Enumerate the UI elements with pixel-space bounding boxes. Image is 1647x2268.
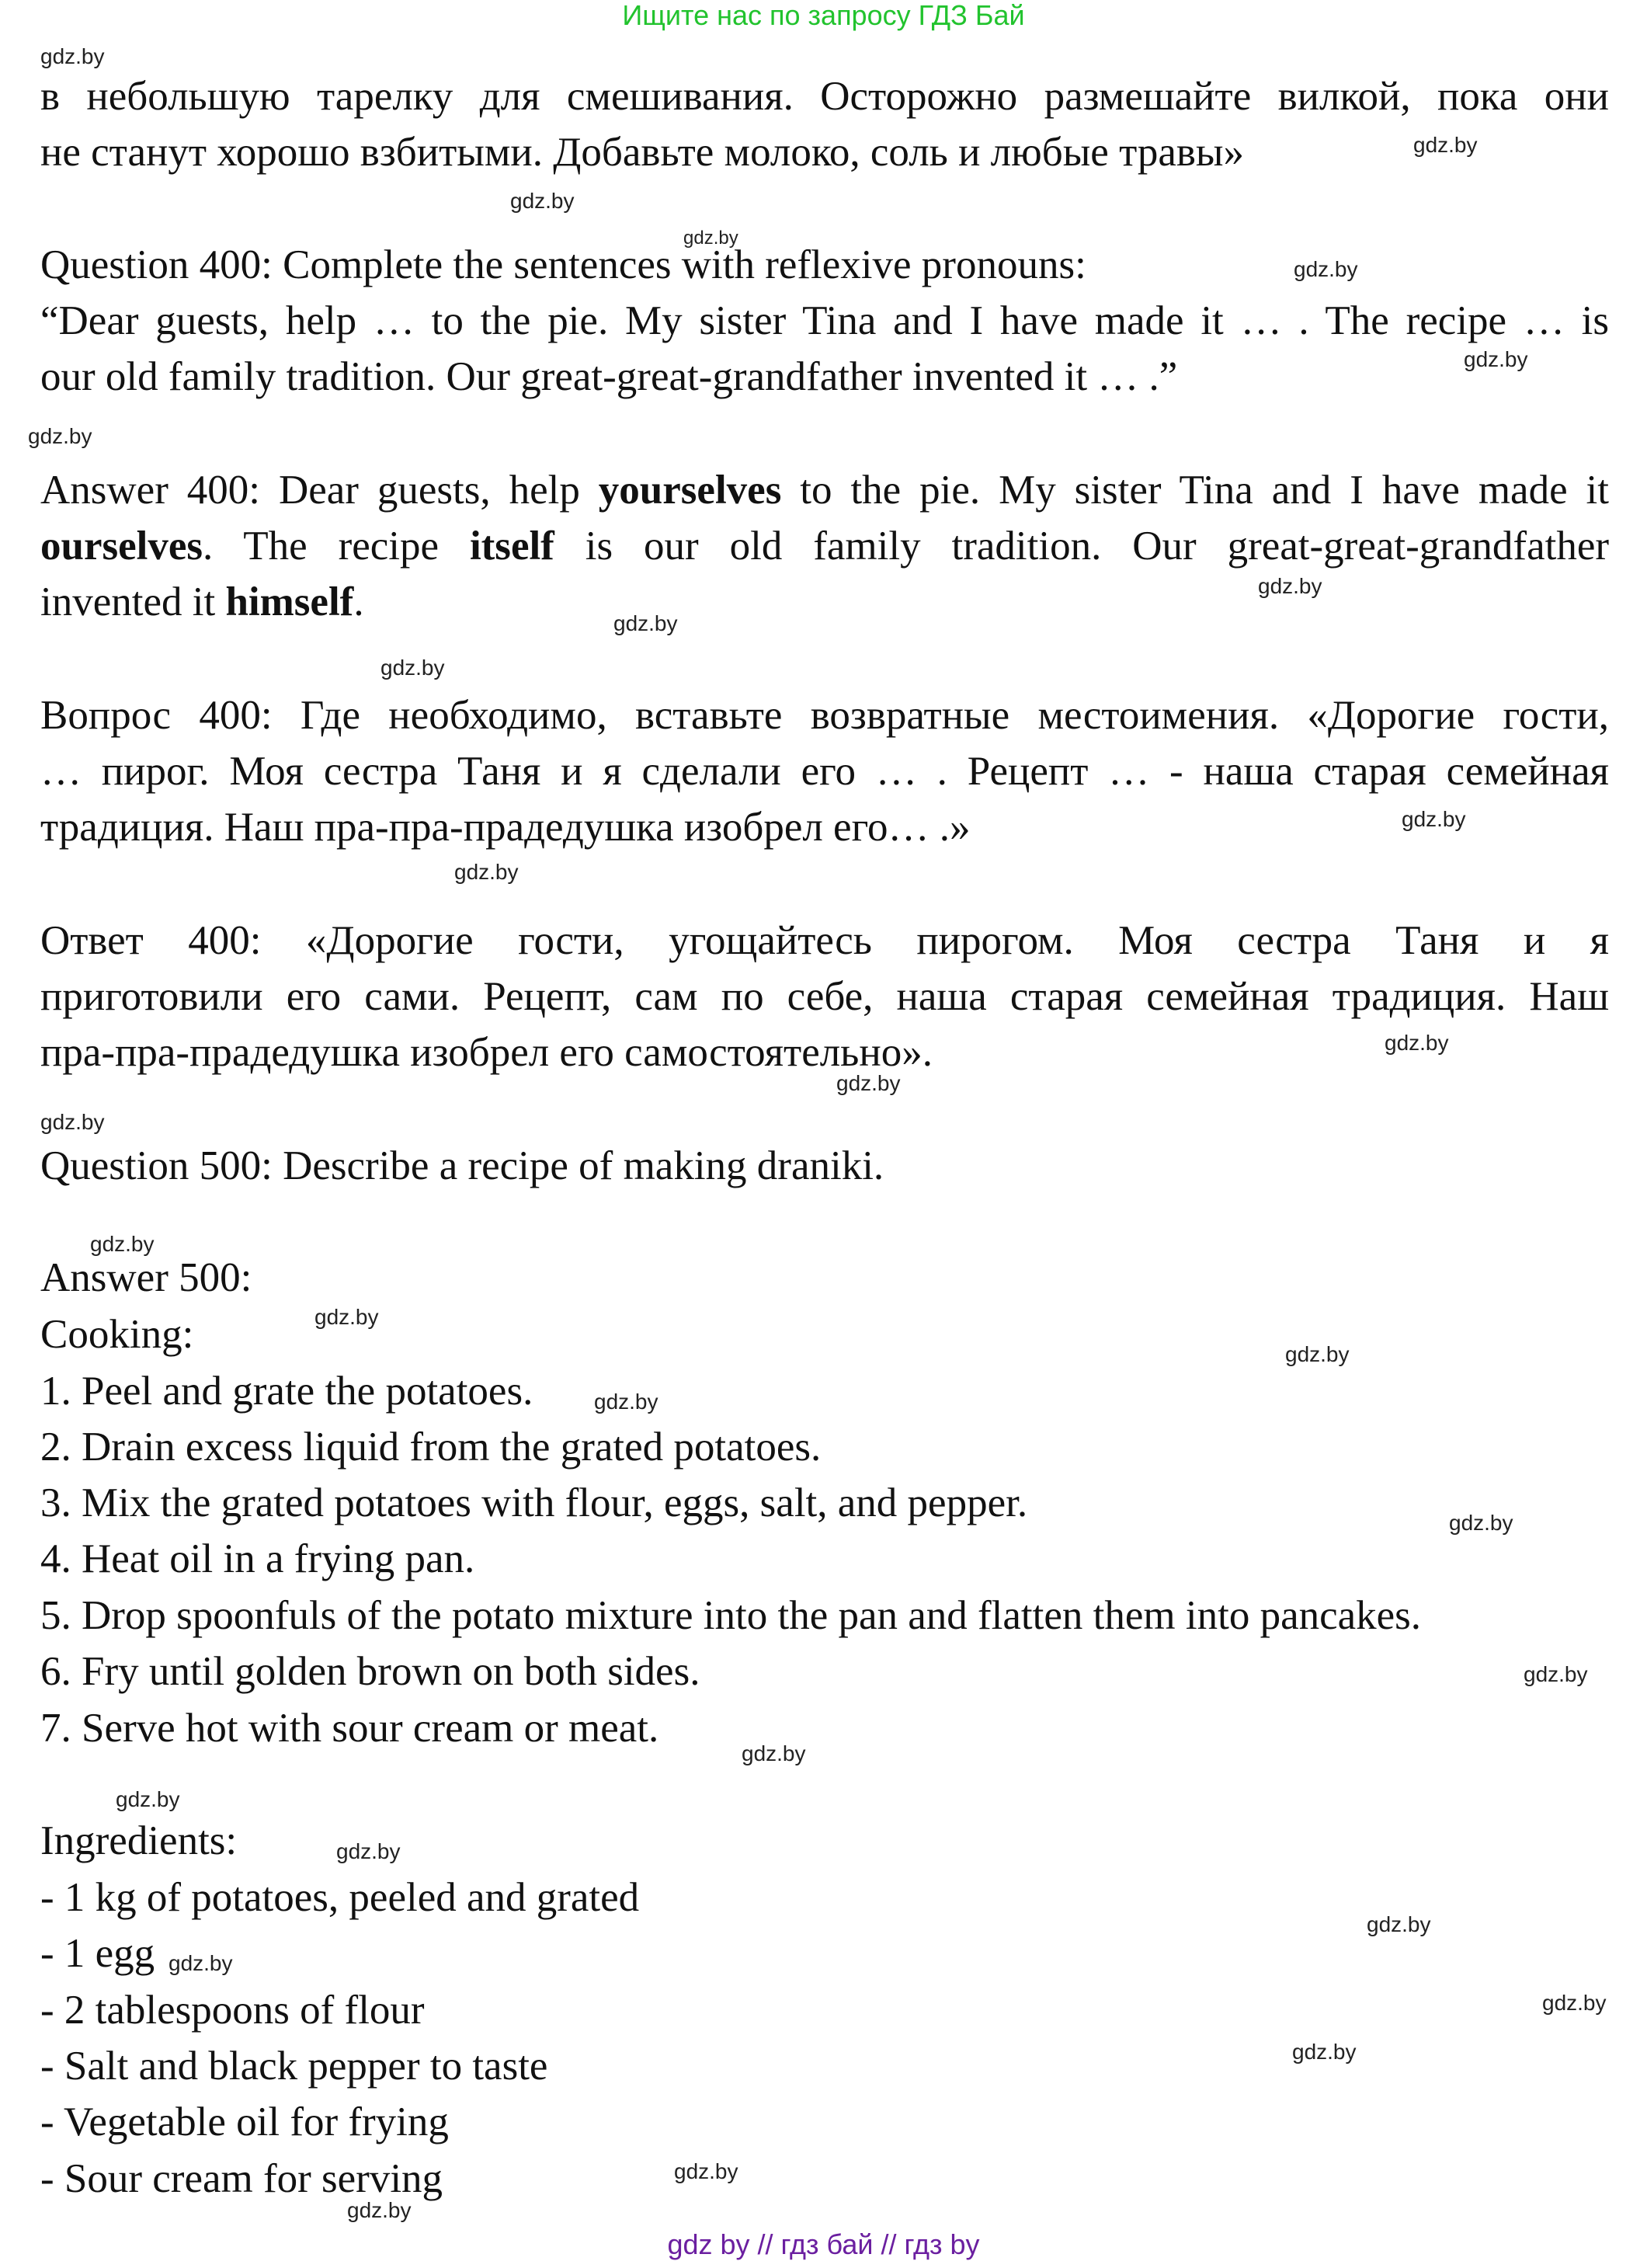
watermark: gdz.by (454, 860, 519, 884)
watermark: gdz.by (674, 2159, 738, 2183)
otvet-400-line-1: Ответ 400: «Дорогие гости, угощайтесь пирогом. Моя сестра Таня и я (40, 918, 1609, 963)
site-footer-links[interactable]: gdz by // гдз бай // гдз by (667, 2228, 980, 2260)
answer-400-pronoun-ourselves: ourselves (40, 524, 203, 569)
watermark: gdz.by (1294, 257, 1358, 281)
answer-400-text: . (353, 579, 364, 624)
watermark: gdz.by (742, 1741, 806, 1765)
watermark: gdz.by (1367, 1912, 1431, 1936)
ingredient-item: - Vegetable oil for frying (40, 2099, 449, 2145)
vopros-400-line-1: Вопрос 400: Где необходимо, вставьте возвратные местоимения. «Дорогие гости, (40, 693, 1609, 738)
watermark: gdz.by (1258, 574, 1322, 598)
answer-400-text: is our old family tradition. Our great-great-grandfather (554, 524, 1609, 569)
watermark: gdz.by (116, 1787, 180, 1811)
answer-400-text: to the pie. My sister Tina and I have made it (781, 468, 1609, 513)
intro-line-2: не станут хорошо взбитыми. Добавьте молоко, соль и любые травы» (40, 130, 1245, 175)
question-400-line-3: our old family tradition. Our great-great-grandfather invented it … .” (40, 354, 1178, 399)
ingredient-item: - 1 egg (40, 1931, 155, 1976)
answer-400-line-3 (40, 577, 364, 627)
watermark: gdz.by (380, 656, 445, 680)
site-header-banner[interactable]: Ищите нас по запросу ГДЗ Бай (622, 0, 1025, 31)
watermark: gdz.by (1292, 2040, 1357, 2064)
watermark: gdz.by (28, 424, 92, 448)
watermark: gdz.by (1385, 1031, 1449, 1055)
intro-line-1: в небольшую тарелку для смешивания. Осторожно размешайте вилкой, пока они (40, 74, 1609, 119)
watermark: gdz.by (40, 1110, 105, 1134)
answer-400-pronoun-itself: itself (469, 524, 554, 569)
cooking-step: 5. Drop spoonfuls of the potato mixture into the pan and flatten them into pancakes. (40, 1593, 1422, 1638)
watermark: gdz.by (836, 1071, 901, 1095)
watermark: gdz.by (1464, 347, 1528, 371)
vopros-400-line-2: … пирог. Моя сестра Таня и я сделали его … . Рецепт … - наша старая семейная (40, 749, 1609, 794)
answer-400-text: invented it (40, 579, 226, 624)
watermark: gdz.by (40, 44, 105, 68)
ingredients-title: Ingredients: (40, 1818, 238, 1863)
answer-400-pronoun-yourselves: yourselves (598, 468, 782, 513)
cooking-step: 3. Mix the grated potatoes with flour, eggs, salt, and pepper. (40, 1480, 1028, 1525)
ingredient-item: - Sour cream for serving (40, 2156, 443, 2201)
answer-400-text: . The recipe (203, 524, 470, 569)
cooking-step: 7. Serve hot with sour cream or meat. (40, 1706, 659, 1751)
cooking-step: 6. Fry until golden brown on both sides. (40, 1649, 700, 1694)
otvet-400-line-3: пра-пра-прадедушка изобрел его самостоятельно». (40, 1030, 933, 1075)
watermark: gdz.by (1285, 1342, 1350, 1366)
ingredient-item: - 2 tablespoons of flour (40, 1988, 425, 2033)
ingredient-item: - 1 kg of potatoes, peeled and grated (40, 1875, 640, 1920)
watermark: gdz.by (314, 1305, 379, 1329)
cooking-title: Cooking: (40, 1312, 194, 1357)
watermark: gdz.by (1524, 1662, 1588, 1686)
otvet-400-line-2: приготовили его сами. Рецепт, сам по себе, наша старая семейная традиция. Наш (40, 974, 1609, 1019)
question-400-line-1: Question 400: Complete the sentences with reflexive pronouns: (40, 242, 1086, 287)
question-500-line-1: Question 500: Describe a recipe of making draniki. (40, 1143, 884, 1188)
cooking-step: 2. Drain excess liquid from the grated potatoes. (40, 1424, 822, 1470)
watermark: gdz.by (90, 1232, 155, 1256)
watermark: gdz.by (1413, 133, 1478, 157)
watermark: gdz.by (169, 1951, 233, 1975)
watermark: gdz.by (1402, 807, 1466, 831)
answer-400-line-1 (40, 465, 1609, 515)
watermark: gdz.by (683, 228, 738, 249)
watermark: gdz.by (510, 189, 575, 213)
ingredient-item: - Salt and black pepper to taste (40, 2044, 548, 2089)
answer-400-line-2 (40, 521, 1609, 571)
watermark: gdz.by (336, 1839, 401, 1863)
answer-400-pronoun-himself: himself (225, 579, 354, 624)
watermark: gdz.by (1542, 1991, 1607, 2015)
watermark: gdz.by (594, 1390, 658, 1414)
watermark: gdz.by (347, 2198, 412, 2222)
question-400-line-2: “Dear guests, help … to the pie. My sister Tina and I have made it … . The recipe … is (40, 298, 1609, 343)
vopros-400-line-3: традиция. Наш пра-пра-прадедушка изобрел его… .» (40, 805, 971, 850)
cooking-step: 1. Peel and grate the potatoes. (40, 1369, 533, 1414)
watermark: gdz.by (1449, 1511, 1513, 1535)
cooking-step: 4. Heat oil in a frying pan. (40, 1536, 475, 1581)
answer-500-title: Answer 500: (40, 1255, 252, 1300)
watermark: gdz.by (613, 611, 678, 635)
answer-400-text: Answer 400: Dear guests, help (40, 468, 599, 513)
